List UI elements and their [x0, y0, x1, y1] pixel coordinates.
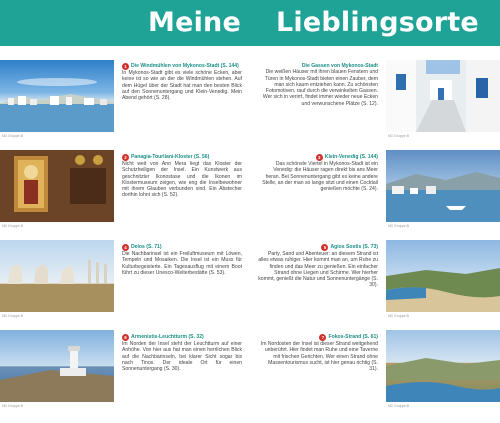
entry-windmills [122, 63, 242, 101]
entry-title-text: Die Windmühlen von Mykonos-Stadt (S. 144) [131, 63, 239, 69]
photo-credit: ND Gruppe.B [2, 134, 24, 138]
entry-delos [122, 244, 242, 276]
little-venice-photo [386, 150, 500, 222]
page-title-left: Meine [148, 7, 241, 38]
entry-title [258, 244, 378, 251]
entry-title [122, 244, 242, 251]
alleys-photo [386, 60, 500, 132]
page-header [0, 0, 500, 46]
entry-title-text: Delos (S. 71) [131, 244, 162, 250]
monastery-photo [0, 150, 114, 222]
delos-photo [0, 240, 114, 312]
entry-title [258, 154, 378, 161]
agios-sostis-photo [386, 240, 500, 312]
entry-number-badge: 3 [316, 154, 323, 161]
photo-credit: ND Gruppe.B [2, 224, 24, 228]
fokos-photo [386, 330, 500, 402]
entry-text: Im Norden der Insel steht der Leuchtturm auf einer Anhöhe. Von hier aus hat man einen herrlichen Blick auf die Nachbarinseln, bei klarer Sicht sogar bis nach Tinos. Der ideale Ort für einen Sonnenuntergang (S. 30). [122, 341, 242, 373]
entry-text: Die Nachbarinsel ist ein Freiluftmuseum mit Löwen, Tempeln und Mosaiken. Die Insel ist ein Muss für Kulturbegeisterte. Ein Tagesausflug mit einem Boot führt zu dieser Unesco-Welterbestätte (S. 53). [122, 251, 242, 276]
entry-fokos [258, 334, 378, 372]
entry-little-venice [258, 154, 378, 192]
entry-number-badge: 7 [319, 334, 326, 341]
entry-agios-sostis [258, 244, 378, 289]
page-title-right: Lieblingsorte [276, 7, 479, 38]
entry-title-text: Agios Sostis (S. 73) [330, 244, 378, 250]
lighthouse-photo [0, 330, 114, 402]
photo-credit: ND Gruppe.B [2, 404, 24, 408]
entry-title [122, 63, 242, 70]
entry-text: Im Nordosten der Insel ist dieser Strand weitgehend unberührt. Hier findet man Ruhe und eine Taverne mit frischen Gerichten. Wer einen Strand ohne Massentourismus sucht, ist hier genau richtig (S. 31). [260, 341, 378, 373]
entry-number-badge: 1 [122, 63, 129, 70]
entry-title [122, 154, 242, 161]
entry-title [122, 334, 242, 341]
photo-credit: ND Gruppe.B [388, 134, 410, 138]
entry-text: Das schönste Viertel in Mykonos-Stadt ist ein Venedig: die Häuser ragen direkt bis ans Meer heran. Bei Sonnenuntergang gibt es keine andere Stelle, an der man so lange sitzt und einen Cocktail genießen möchte (S. 24). [262, 161, 378, 193]
entry-title [258, 334, 378, 341]
entry-text: Party, Sand und Abenteuer: an diesem Strand ist alles etwas ruhiger. Hier kommt man an, um Ruhe zu finden und das Meer zu genießen. Ein einfacher Strand ohne Liegen und Schirme. Wer hierher kommt, genießt die Natur und Sonnenuntergänge (S. 30). [258, 251, 378, 289]
photo-credit: ND Gruppe.B [388, 314, 410, 318]
entry-title-text: Panagia-Tourliani-Kloster (S. 56) [131, 154, 210, 160]
entry-title-text: Fokos-Strand (S. 61) [328, 334, 378, 340]
entry-monastery [122, 154, 242, 199]
entry-number-badge: 5 [321, 244, 328, 251]
entry-text: In Mykonos-Stadt gibt es viele schöne Ecken, aber keine ist so wie an der die Windmühlen stehen. Auf dem Hügel über der Stadt hat man den besten Blick auf den Sonnenuntergang und Klein-Venedig. Mein Abend gehört (S. 28). [122, 70, 242, 102]
entry-alleys [258, 63, 378, 107]
entry-text: Die weißen Häuser mit ihren blauen Fenstern und Türen in Mykonos-Stadt bieten einen Zauber, dem man sich kaum entziehen kann. Zu schönsten Fotomotiven, rauf durch die verwinkelten Gassen. Wer sich in verirrt, findet immer wieder neue Ecken und verwunschene Plätze (S. 12). [262, 69, 378, 107]
entry-title: Die Gassen von Mykonos-Stadt [301, 63, 378, 69]
windmills-photo [0, 60, 114, 132]
entry-title-text: Armenistis-Leuchtturm (S. 32) [131, 334, 204, 340]
entry-lighthouse [122, 334, 242, 372]
entry-title-text: Klein-Venedig (S. 144) [324, 154, 378, 160]
photo-credit: ND Gruppe.B [2, 314, 24, 318]
photo-credit: ND Gruppe.B [388, 404, 410, 408]
photo-credit: ND Gruppe.B [388, 224, 410, 228]
entry-number-badge: 6 [122, 334, 129, 341]
entry-number-badge: 4 [122, 244, 129, 251]
entry-number-badge: 2 [122, 154, 129, 161]
entry-text: Nicht weit von Ano Mera liegt das Kloster der Schutzheiligen der Insel. Ein Kunstwerk aus geschnitzter Ikonostase und die Ikonen im Klostermuseum zeigen, wie eng die Inselbewohner mit ihrem Glauben verbunden sind. Ein Abstecher dorthin lohnt sich (S. 52). [122, 161, 242, 199]
